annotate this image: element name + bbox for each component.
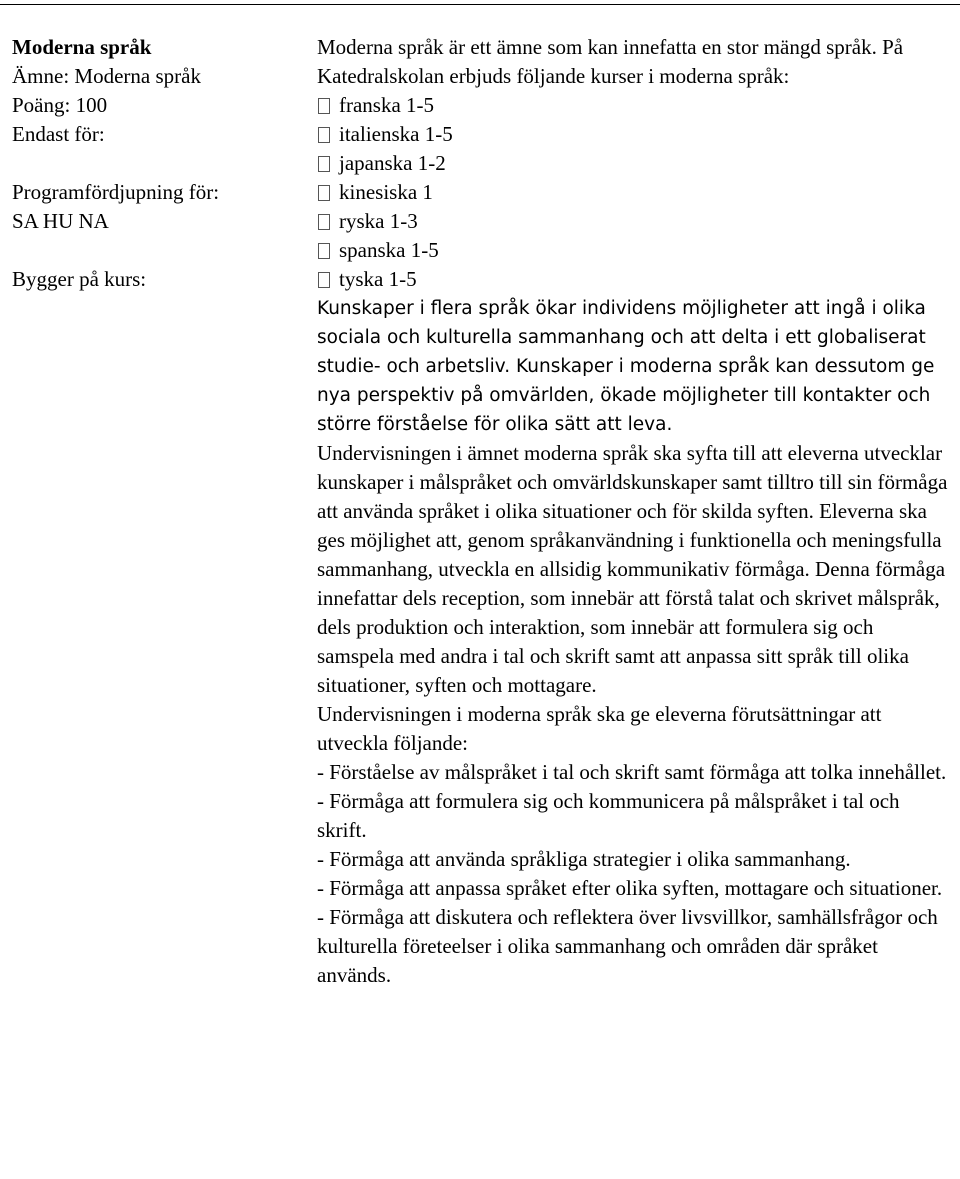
intro-paragraph: Moderna språk är ett ämne som kan innefatta en stor mängd språk. På Katedralskolan erbjuds följande kurser i moderna språk: xyxy=(317,35,904,88)
bullet-box-icon xyxy=(318,272,330,288)
course-list-item: japanska 1-2 xyxy=(317,149,949,178)
goal-item: - Förmåga att formulera sig och kommunicera på målspråket i tal och skrift. xyxy=(317,789,900,842)
only-for-label: Endast för: xyxy=(12,122,105,146)
goal-item: - Förmåga att diskutera och reflektera över livsvillkor, samhällsfrågor och kulturella företeelser i olika sammanhang och områden där språket används. xyxy=(317,905,938,987)
course-list-item: spanska 1-5 xyxy=(317,236,949,265)
goal-item: - Förståelse av målspråket i tal och skrift samt förmåga att tolka innehållet. xyxy=(317,760,947,784)
builds-on-label: Bygger på kurs: xyxy=(12,267,147,291)
course-title: Moderna språk xyxy=(12,35,152,59)
teaching-purpose-paragraph: Undervisningen i ämnet moderna språk ska syfta till att eleverna utvecklar kunskaper i målspråket och omvärldskunskaper samt tilltro till sin förmåga att använda språket i olika situationer och för skilda syften. Eleverna ska ges möjlighet att, genom språkanvändning i funktionella och meningsfulla sammanhang, utveckla en allsidig kommunikativ förmåga. Denna förmåga innefattar dels reception, som innebär att förstå talat och skrivet målspråk, dels produktion och interaktion, som innebär att formulera sig och samspela med andra i tal och skrift samt att anpassa sitt språk till olika situationer, syften och mottagare. xyxy=(317,441,948,697)
languages-benefit-paragraph: Kunskaper i flera språk ökar individens möjligheter att ingå i olika sociala och kulturella sammanhang och att delta i ett globaliserat studie- och arbetsliv. Kunskaper i moderna språk kan dessutom ge nya perspektiv på omvärlden, ökade möjligheter till kontakter och större förståelse för olika sätt att leva. xyxy=(317,298,935,435)
goal-item: - Förmåga att anpassa språket efter olika syften, mottagare och situationer. xyxy=(317,876,943,900)
blank-row xyxy=(12,236,312,265)
bullet-box-icon xyxy=(318,243,330,259)
program-codes: SA HU NA xyxy=(12,209,109,233)
course-list-item: ryska 1-3 xyxy=(317,207,949,236)
course-list-item: tyska 1-5 xyxy=(317,265,949,294)
bullet-box-icon xyxy=(318,156,330,172)
bullet-box-icon xyxy=(318,127,330,143)
goal-item: - Förmåga att använda språkliga strategier i olika sammanhang. xyxy=(317,847,851,871)
course-description xyxy=(317,33,949,990)
bullet-box-icon xyxy=(318,98,330,114)
course-list-item: kinesiska 1 xyxy=(317,178,949,207)
course-list-item: italienska 1-5 xyxy=(317,120,949,149)
points-label: Poäng: 100 xyxy=(12,93,108,117)
bullet-box-icon xyxy=(318,214,330,230)
program-specialization-label: Programfördjupning för: xyxy=(12,180,220,204)
course-list xyxy=(317,91,949,294)
blank-row xyxy=(12,149,312,178)
goals-intro-paragraph: Undervisningen i moderna språk ska ge eleverna förutsättningar att utveckla följande: xyxy=(317,702,882,755)
bullet-box-icon xyxy=(318,185,330,201)
course-list-item: franska 1-5 xyxy=(317,91,949,120)
subject-label: Ämne: Moderna språk xyxy=(12,64,201,88)
course-meta xyxy=(12,33,312,294)
top-rule xyxy=(0,4,960,5)
